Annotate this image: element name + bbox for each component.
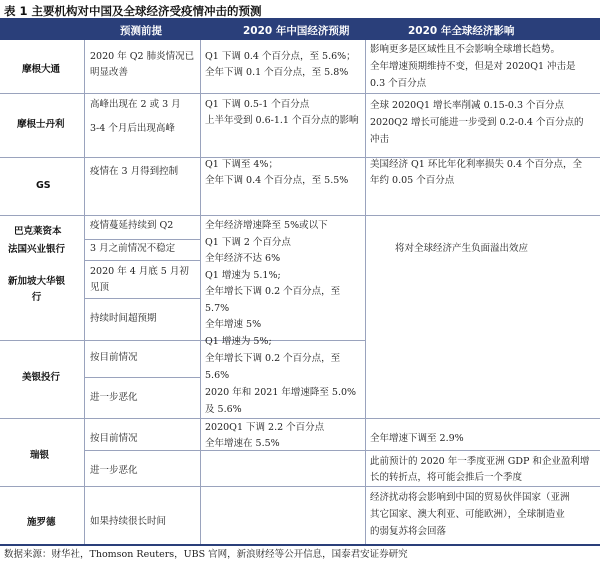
premise-bofa-2: 进一步恶化	[90, 392, 138, 403]
global-schroders: 经济扰动将会影响到中国的贸易伙伴国家（亚洲 其它国家、澳大利亚、可能欧洲），全球制造业 的弱复苏将会回落	[370, 492, 570, 537]
row-divider	[84, 377, 200, 378]
header-global: 2020 年全球经济影响	[408, 25, 515, 37]
institution-ubs: 瑞银	[30, 450, 50, 461]
premise-schroders: 如果持续很长时间	[90, 516, 167, 527]
institution-jpmorgan: 摩根大通	[22, 64, 61, 75]
row-divider	[0, 93, 600, 94]
institution-bofa: 美银投行	[22, 372, 61, 383]
header-premise: 预测前提	[120, 25, 162, 37]
global-gs: 美国经济 Q1 环比年化利率损失 0.4 个百分点，全 年约 0.05 个百分点	[370, 159, 583, 186]
row-divider	[84, 298, 200, 299]
premise-barclays: 疫情蔓延持续到 Q2	[90, 220, 174, 231]
global-morgan-stanley: 全球 2020Q1 增长率削减 0.15-0.3 个百分点 2020Q2 增长可能进一步受到 0.2-0.4 个百分点的 冲击	[370, 100, 584, 145]
china-bofa: 全年增长下调 0.2 个百分点，至 5.6% 2020 年和 2021 年增速降至 5.0% 及 5.6%	[205, 353, 357, 415]
column-divider	[84, 40, 85, 544]
premise-uob-1: 2020 年 4 月底 5 月初 见顶	[90, 266, 189, 293]
institution-barclays: 巴克莱资本	[14, 226, 62, 237]
china-ubs: 2020Q1 下调 2.2 个百分点 全年增速在 5.5%	[205, 422, 325, 449]
global-uob: 将对全球经济产生负面溢出效应	[395, 243, 529, 254]
forecast-table	[0, 18, 600, 546]
row-divider	[84, 260, 200, 261]
premise-morgan-stanley-2: 3-4 个月后出现高峰	[90, 123, 175, 134]
global-ubs-1: 全年增速下调至 2.9%	[370, 433, 464, 444]
column-divider	[365, 40, 366, 544]
row-divider	[0, 418, 600, 419]
header-china: 2020 年中国经济预期	[243, 25, 350, 37]
premise-uob-2: 持续时间超预期	[90, 313, 157, 324]
row-divider	[84, 239, 200, 240]
premise-morgan-stanley-1: 高峰出现在 2 或 3 月	[90, 99, 181, 110]
premise-gs: 疫情在 3 月得到控制	[90, 166, 179, 177]
premise-natixis: 3 月之前情况不稳定	[90, 243, 176, 254]
institution-natixis: 法国兴业银行	[8, 244, 66, 255]
premise-ubs-1: 按目前情况	[90, 433, 138, 444]
institution-schroders: 施罗德	[27, 517, 56, 528]
institution-gs: GS	[36, 180, 51, 191]
table-header	[0, 20, 600, 40]
row-divider	[84, 450, 600, 451]
china-gs: Q1 下调至 4%； 全年下调 0.4 个百分点，至 5.5%	[205, 159, 349, 186]
table-title: 表 1 主要机构对中国及全球经济受疫情冲击的预测	[4, 4, 262, 18]
premise-bofa-1: 按目前情况	[90, 352, 138, 363]
premise-jpmorgan: 2020 年 Q2 肺炎情况已 明显改善	[90, 51, 195, 78]
institution-uob: 新加坡大华银 行	[8, 276, 66, 303]
column-divider	[200, 40, 201, 544]
china-morgan-stanley: Q1 下调 0.5-1 个百分点 上半年受到 0.6-1.1 个百分点的影响	[205, 99, 359, 126]
global-ubs-2: 此前预计的 2020 年一季度亚洲 GDP 和企业盈利增 长的转折点，将可能会推后一个季度	[370, 456, 590, 483]
row-divider	[0, 486, 600, 487]
premise-ubs-2: 进一步恶化	[90, 465, 138, 476]
source-note: 数据来源：财华社，Thomson Reuters，UBS 官网，新浪财经等公开信息，国泰君安证券研究	[4, 549, 408, 560]
global-jpmorgan: 影响更多是区域性且不会影响全球增长趋势。 全年增速预期维持不变，但是对 2020Q1 冲击是 0.3 个百分点	[370, 44, 576, 89]
china-barclays-natixis-uob: 全年经济增速降至 5%或以下 Q1 下调 2 个百分点 全年经济不达 6% Q1 增速为 5.1%; 全年增长下调 0.2 个百分点，至 5.7% 全年增速 5% Q1 增速为 5%;	[205, 220, 341, 347]
row-divider	[0, 215, 600, 216]
institution-morgan-stanley: 摩根士丹利	[17, 119, 65, 130]
china-jpmorgan: Q1 下调 0.4 个百分点，至 5.6%； 全年下调 0.1 个百分点，至 5.8%	[205, 51, 356, 78]
